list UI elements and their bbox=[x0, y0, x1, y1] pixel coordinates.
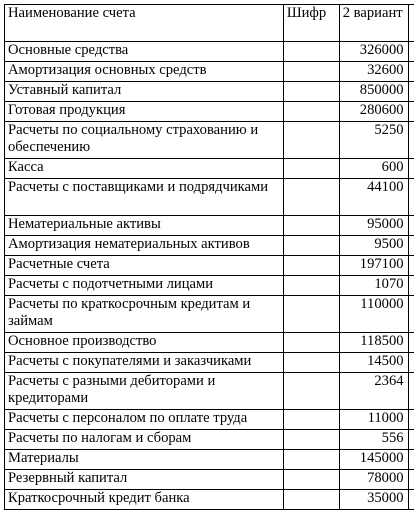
account-name-cell: Нематериальные активы bbox=[5, 216, 284, 236]
account-name-cell: Основные средства bbox=[5, 42, 284, 62]
amount-cell: 95000 bbox=[339, 216, 408, 236]
truncated-cell bbox=[408, 102, 414, 122]
amount-cell: 2364 bbox=[339, 373, 408, 410]
code-cell bbox=[283, 102, 339, 122]
truncated-cell bbox=[408, 296, 414, 333]
amount-cell: 850000 bbox=[339, 82, 408, 102]
table-row bbox=[5, 82, 414, 102]
amount-cell: 556 bbox=[339, 430, 408, 450]
amount-cell: 110000 bbox=[339, 296, 408, 333]
table-row bbox=[5, 410, 414, 430]
truncated-cell bbox=[408, 42, 414, 62]
table-row bbox=[5, 102, 414, 122]
account-name-cell: Расчеты по налогам и сборам bbox=[5, 430, 284, 450]
header-account-name: Наименование счета bbox=[5, 5, 284, 42]
header-truncated-cell bbox=[408, 5, 414, 42]
account-name-cell: Амортизация основных средств bbox=[5, 62, 284, 82]
account-name-cell: Амортизация нематериальных активов bbox=[5, 236, 284, 256]
truncated-cell bbox=[408, 430, 414, 450]
table-row bbox=[5, 296, 414, 333]
code-cell bbox=[283, 276, 339, 296]
amount-cell: 326000 bbox=[339, 42, 408, 62]
amount-cell: 600 bbox=[339, 159, 408, 179]
amount-cell: 118500 bbox=[339, 333, 408, 353]
account-name-cell: Материалы bbox=[5, 450, 284, 470]
table-row bbox=[5, 42, 414, 62]
code-cell bbox=[283, 216, 339, 236]
accounts-table bbox=[4, 4, 414, 510]
account-name-cell: Расчеты с подотчетными лицами bbox=[5, 276, 284, 296]
code-cell bbox=[283, 430, 339, 450]
header-code: Шифр bbox=[283, 5, 339, 42]
amount-cell: 44100 bbox=[339, 179, 408, 216]
account-name-cell: Готовая продукция bbox=[5, 102, 284, 122]
amount-cell: 9500 bbox=[339, 236, 408, 256]
code-cell bbox=[283, 62, 339, 82]
truncated-cell bbox=[408, 122, 414, 159]
table-header-row bbox=[5, 5, 414, 42]
account-name-cell: Основное производство bbox=[5, 333, 284, 353]
amount-cell: 145000 bbox=[339, 450, 408, 470]
table-row bbox=[5, 373, 414, 410]
code-cell bbox=[283, 410, 339, 430]
table-row bbox=[5, 122, 414, 159]
account-name-cell: Расчеты по краткосрочным кредитам и займам bbox=[5, 296, 284, 333]
table-row bbox=[5, 450, 414, 470]
table-row bbox=[5, 470, 414, 490]
truncated-cell bbox=[408, 62, 414, 82]
table-row bbox=[5, 333, 414, 353]
truncated-cell bbox=[408, 236, 414, 256]
code-cell bbox=[283, 42, 339, 62]
amount-cell: 35000 bbox=[339, 490, 408, 510]
table-row bbox=[5, 353, 414, 373]
truncated-cell bbox=[408, 450, 414, 470]
table-row bbox=[5, 430, 414, 450]
truncated-cell bbox=[408, 159, 414, 179]
account-name-cell: Касса bbox=[5, 159, 284, 179]
code-cell bbox=[283, 373, 339, 410]
truncated-cell bbox=[408, 276, 414, 296]
amount-cell: 11000 bbox=[339, 410, 408, 430]
truncated-cell bbox=[408, 470, 414, 490]
table-row bbox=[5, 256, 414, 276]
truncated-cell bbox=[408, 353, 414, 373]
truncated-cell bbox=[408, 82, 414, 102]
code-cell bbox=[283, 179, 339, 216]
table-row bbox=[5, 62, 414, 82]
amount-cell: 197100 bbox=[339, 256, 408, 276]
truncated-cell bbox=[408, 373, 414, 410]
code-cell bbox=[283, 159, 339, 179]
code-cell bbox=[283, 353, 339, 373]
table-row bbox=[5, 216, 414, 236]
table-row bbox=[5, 276, 414, 296]
code-cell bbox=[283, 333, 339, 353]
truncated-cell bbox=[408, 216, 414, 236]
table-row bbox=[5, 236, 414, 256]
amount-cell: 1070 bbox=[339, 276, 408, 296]
table-row bbox=[5, 159, 414, 179]
truncated-cell bbox=[408, 256, 414, 276]
code-cell bbox=[283, 256, 339, 276]
truncated-cell bbox=[408, 410, 414, 430]
truncated-cell bbox=[408, 179, 414, 216]
code-cell bbox=[283, 296, 339, 333]
account-name-cell: Уставный капитал bbox=[5, 82, 284, 102]
code-cell bbox=[283, 236, 339, 256]
amount-cell: 14500 bbox=[339, 353, 408, 373]
table-row bbox=[5, 179, 414, 216]
header-variant: 2 вариант bbox=[339, 5, 408, 42]
account-name-cell: Расчетные счета bbox=[5, 256, 284, 276]
account-name-cell: Резервный капитал bbox=[5, 470, 284, 490]
account-name-cell: Краткосрочный кредит банка bbox=[5, 490, 284, 510]
code-cell bbox=[283, 82, 339, 102]
table-row bbox=[5, 490, 414, 510]
truncated-cell bbox=[408, 333, 414, 353]
account-name-cell: Расчеты с поставщиками и подрядчиками bbox=[5, 179, 284, 216]
truncated-cell bbox=[408, 490, 414, 510]
code-cell bbox=[283, 490, 339, 510]
account-name-cell: Расчеты с покупателями и заказчиками bbox=[5, 353, 284, 373]
account-name-cell: Расчеты с персоналом по оплате труда bbox=[5, 410, 284, 430]
account-name-cell: Расчеты по социальному страхованию и обеспечению bbox=[5, 122, 284, 159]
amount-cell: 5250 bbox=[339, 122, 408, 159]
code-cell bbox=[283, 122, 339, 159]
code-cell bbox=[283, 470, 339, 490]
amount-cell: 280600 bbox=[339, 102, 408, 122]
amount-cell: 32600 bbox=[339, 62, 408, 82]
account-name-cell: Расчеты с разными дебиторами и кредиторами bbox=[5, 373, 284, 410]
amount-cell: 78000 bbox=[339, 470, 408, 490]
code-cell bbox=[283, 450, 339, 470]
